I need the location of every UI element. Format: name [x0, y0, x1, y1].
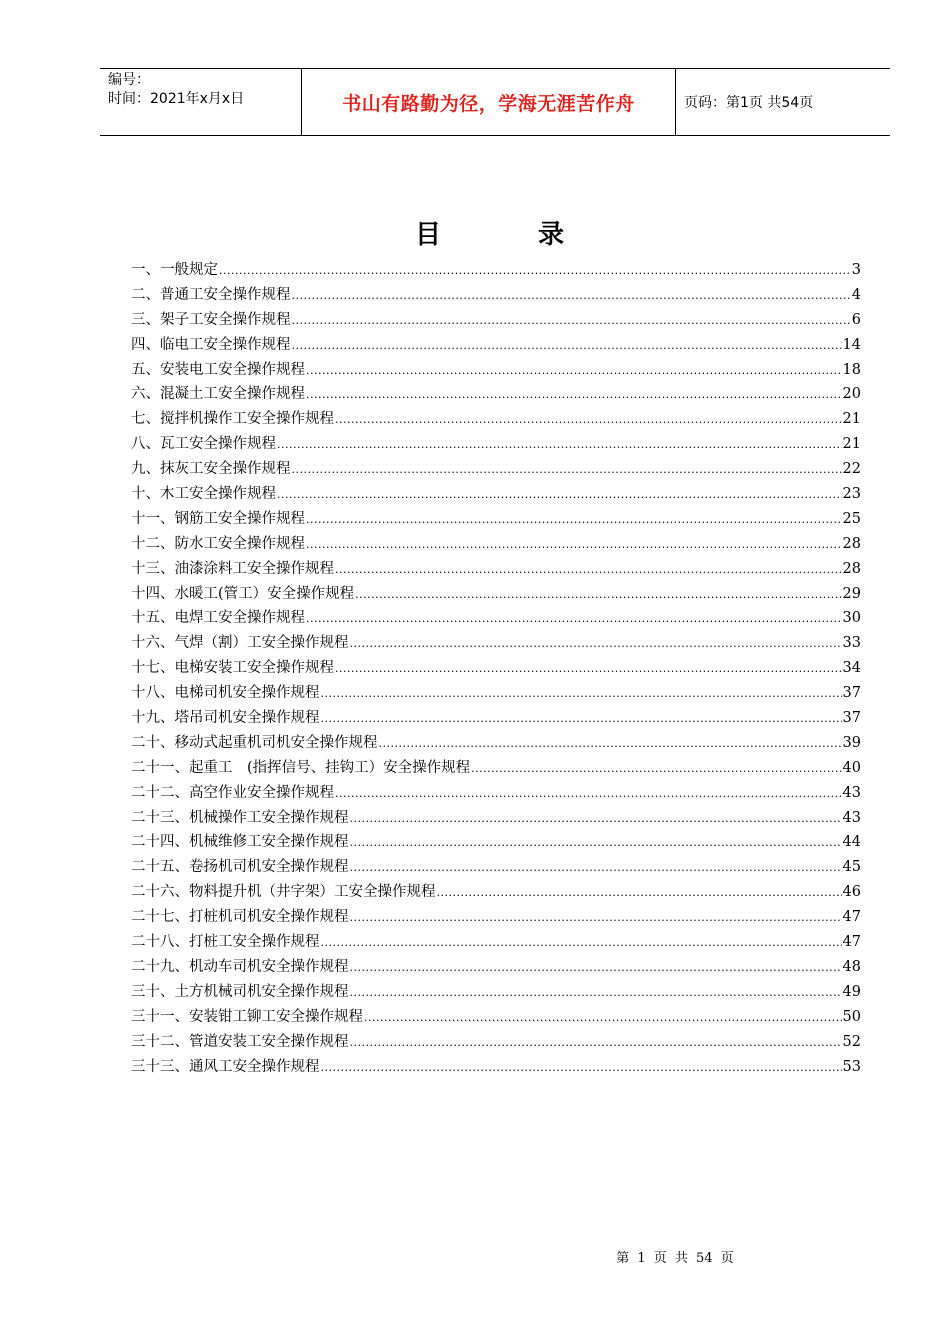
toc-leader-dots — [350, 855, 842, 880]
toc-entry-page: 30 — [842, 610, 861, 627]
toc-entry[interactable] — [131, 407, 861, 432]
toc-entry[interactable] — [131, 532, 861, 557]
toc-entry[interactable] — [131, 930, 861, 955]
toc-entry[interactable] — [131, 806, 861, 831]
toc-leader-dots — [350, 830, 842, 855]
header-motto: 书山有路勤为径，学海无涯苦作舟 — [302, 69, 676, 135]
toc-entry-label: 十一、钢筋工安全操作规程 — [131, 510, 305, 527]
toc-entry[interactable] — [131, 781, 861, 806]
toc-entry-page: 49 — [842, 983, 861, 1000]
toc-entry[interactable] — [131, 656, 861, 681]
toc-entry-label: 三十三、通风工安全操作规程 — [131, 1058, 320, 1075]
toc-entry-label: 二十二、高空作业安全操作规程 — [131, 784, 334, 801]
toc-entry-label: 五、安装电工安全操作规程 — [131, 361, 305, 378]
toc-entry-label: 三十二、管道安装工安全操作规程 — [131, 1033, 349, 1050]
toc-entry-label: 二十四、机械维修工安全操作规程 — [131, 834, 349, 851]
toc-leader-dots — [321, 681, 842, 706]
toc-entry-label: 十二、防水工安全操作规程 — [131, 535, 305, 552]
toc-leader-dots — [350, 980, 842, 1005]
toc-entry[interactable] — [131, 731, 861, 756]
toc-entry[interactable] — [131, 706, 861, 731]
toc-entry-page: 37 — [842, 685, 861, 702]
toc-entry-page: 53 — [842, 1058, 861, 1075]
toc-leader-dots — [364, 1005, 842, 1030]
toc-leader-dots — [277, 482, 842, 507]
toc-entry-page: 6 — [851, 311, 861, 328]
header-meta — [100, 69, 302, 135]
toc-leader-dots — [335, 656, 842, 681]
toc-leader-dots — [335, 407, 842, 432]
toc-entry-page: 46 — [842, 884, 861, 901]
toc-entry[interactable] — [131, 1005, 861, 1030]
toc-entry-page: 48 — [842, 958, 861, 975]
toc-leader-dots — [306, 606, 842, 631]
table-of-contents — [131, 258, 861, 1079]
toc-entry-label: 二十七、打桩机司机安全操作规程 — [131, 909, 349, 926]
toc-entry-label: 七、搅拌机操作工安全操作规程 — [131, 411, 334, 428]
toc-title: 目 录 — [414, 220, 609, 250]
toc-entry-label: 二十九、机动车司机安全操作规程 — [131, 958, 349, 975]
toc-entry-label: 二十八、打桩工安全操作规程 — [131, 934, 320, 951]
toc-entry-label: 三十、土方机械司机安全操作规程 — [131, 983, 349, 1000]
toc-entry-label: 十九、塔吊司机安全操作规程 — [131, 710, 320, 727]
toc-entry-page: 47 — [842, 934, 861, 951]
toc-entry-page: 43 — [842, 784, 861, 801]
toc-entry[interactable] — [131, 507, 861, 532]
page-footer: 第 1 页 共 54 页 — [616, 1251, 734, 1266]
toc-leader-dots — [350, 1030, 842, 1055]
toc-entry[interactable] — [131, 830, 861, 855]
toc-entry-page: 4 — [851, 286, 861, 303]
toc-entry-page: 47 — [842, 909, 861, 926]
toc-entry-page: 40 — [842, 759, 861, 776]
toc-entry-label: 四、临电工安全操作规程 — [131, 336, 291, 353]
toc-entry-page: 3 — [851, 262, 861, 278]
toc-entry-page: 52 — [842, 1033, 861, 1050]
toc-leader-dots — [355, 582, 841, 607]
toc-entry-label: 十七、电梯安装工安全操作规程 — [131, 660, 334, 677]
toc-entry[interactable] — [131, 855, 861, 880]
toc-entry-label: 二、普通工安全操作规程 — [131, 286, 291, 303]
toc-entry-page: 23 — [842, 486, 861, 503]
toc-leader-dots — [292, 333, 842, 358]
toc-entry-label: 十八、电梯司机安全操作规程 — [131, 685, 320, 702]
toc-leader-dots — [350, 955, 842, 980]
toc-entry-label: 二十、移动式起重机司机安全操作规程 — [131, 734, 378, 751]
toc-leader-dots — [306, 507, 842, 532]
toc-leader-dots — [350, 806, 842, 831]
toc-entry[interactable] — [131, 557, 861, 582]
toc-entry[interactable] — [131, 631, 861, 656]
toc-entry[interactable] — [131, 905, 861, 930]
toc-leader-dots — [306, 532, 842, 557]
page-header — [100, 68, 890, 136]
toc-entry[interactable] — [131, 308, 861, 333]
toc-leader-dots — [437, 880, 842, 905]
toc-entry-label: 二十一、起重工 (指挥信号、挂钩工）安全操作规程 — [131, 759, 471, 776]
toc-entry-page: 14 — [842, 336, 861, 353]
toc-entry[interactable] — [131, 980, 861, 1005]
toc-entry-page: 28 — [842, 535, 861, 552]
toc-entry[interactable] — [131, 955, 861, 980]
toc-entry-label: 九、抹灰工安全操作规程 — [131, 461, 291, 478]
toc-leader-dots — [379, 731, 842, 756]
toc-entry[interactable] — [131, 482, 861, 507]
document-date: 时间：2021年x月x日 — [108, 91, 245, 107]
toc-entry-page: 22 — [842, 461, 861, 478]
toc-entry-label: 六、混凝土工安全操作规程 — [131, 386, 305, 403]
toc-entry[interactable] — [131, 606, 861, 631]
toc-entry-page: 21 — [842, 411, 861, 428]
header-page-info: 页码：第1页 共54页 — [684, 95, 814, 111]
toc-leader-dots — [292, 283, 851, 308]
toc-entry-page: 50 — [842, 1008, 861, 1025]
toc-leader-dots — [321, 1055, 842, 1080]
toc-entry-label: 八、瓦工安全操作规程 — [131, 436, 276, 453]
toc-entry[interactable] — [131, 1055, 861, 1080]
toc-entry-label: 十六、气焊（割）工安全操作规程 — [131, 635, 349, 652]
toc-leader-dots — [321, 930, 842, 955]
toc-entry-page: 21 — [842, 436, 861, 453]
toc-leader-dots — [219, 258, 851, 283]
toc-entry-label: 三、架子工安全操作规程 — [131, 311, 291, 328]
toc-leader-dots — [335, 781, 842, 806]
toc-entry-page: 29 — [842, 585, 861, 602]
toc-entry[interactable] — [131, 582, 861, 607]
toc-leader-dots — [306, 358, 842, 383]
toc-leader-dots — [335, 557, 842, 582]
toc-entry-label: 二十六、物料提升机（井字架）工安全操作规程 — [131, 884, 436, 901]
toc-leader-dots — [292, 457, 842, 482]
toc-leader-dots — [292, 308, 851, 333]
toc-entry-page: 44 — [842, 834, 861, 851]
toc-entry-page: 45 — [842, 859, 861, 876]
toc-entry[interactable] — [131, 432, 861, 457]
toc-leader-dots — [350, 631, 842, 656]
toc-entry-page: 25 — [842, 510, 861, 527]
toc-entry[interactable] — [131, 880, 861, 905]
toc-entry-page: 39 — [842, 734, 861, 751]
toc-entry-page: 20 — [842, 386, 861, 403]
toc-entry-label: 三十一、安装钳工铆工安全操作规程 — [131, 1008, 363, 1025]
toc-entry-page: 28 — [842, 560, 861, 577]
toc-leader-dots — [350, 905, 842, 930]
toc-entry[interactable] — [131, 1030, 861, 1055]
document-number-label: 编号： — [108, 72, 150, 88]
toc-leader-dots — [471, 756, 841, 781]
toc-entry-page: 37 — [842, 710, 861, 727]
toc-entry-label: 十五、电焊工安全操作规程 — [131, 610, 305, 627]
toc-entry-label: 二十五、卷扬机司机安全操作规程 — [131, 859, 349, 876]
toc-leader-dots — [277, 432, 842, 457]
toc-entry[interactable] — [131, 756, 861, 781]
toc-entry[interactable] — [131, 258, 861, 283]
toc-leader-dots — [321, 706, 842, 731]
toc-entry-page: 33 — [842, 635, 861, 652]
toc-entry[interactable] — [131, 457, 861, 482]
toc-entry[interactable] — [131, 283, 861, 308]
toc-entry[interactable] — [131, 358, 861, 383]
toc-entry-label: 一、一般规定 — [131, 262, 218, 278]
toc-entry[interactable] — [131, 333, 861, 358]
toc-entry-label: 十、木工安全操作规程 — [131, 486, 276, 503]
toc-entry-page: 43 — [842, 809, 861, 826]
toc-entry-label: 十四、水暖工(管工）安全操作规程 — [131, 585, 355, 602]
toc-leader-dots — [306, 382, 842, 407]
toc-entry[interactable] — [131, 681, 861, 706]
toc-entry-label: 十三、油漆涂料工安全操作规程 — [131, 560, 334, 577]
toc-entry-page: 18 — [842, 361, 861, 378]
toc-entry[interactable] — [131, 382, 861, 407]
toc-entry-page: 34 — [842, 660, 861, 677]
toc-entry-label: 二十三、机械操作工安全操作规程 — [131, 809, 349, 826]
